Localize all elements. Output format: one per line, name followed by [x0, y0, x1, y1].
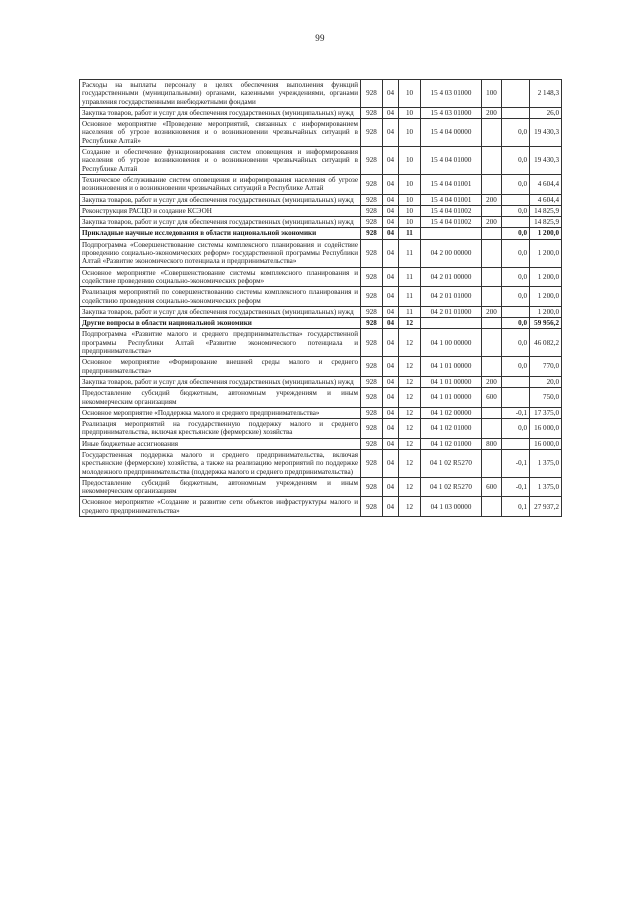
row-delta-cell: 0,0: [502, 228, 530, 239]
row-pr-cell: 11: [399, 306, 421, 317]
row-pr-cell: 10: [399, 119, 421, 147]
budget-table: [79, 79, 562, 517]
row-rz-cell: 04: [383, 194, 399, 205]
row-total-cell: 1 375,0: [530, 449, 562, 477]
row-pr-cell: 10: [399, 217, 421, 228]
row-pr-cell: 11: [399, 228, 421, 239]
row-rz-cell: 04: [383, 318, 399, 329]
row-csr-cell: 04 1 00 00000: [421, 329, 482, 357]
table-row: [80, 107, 562, 118]
row-ved-cell: 928: [361, 267, 383, 287]
row-name-cell: Иные бюджетные ассигнования: [80, 438, 361, 449]
row-ved-cell: 928: [361, 388, 383, 408]
row-pr-cell: 10: [399, 80, 421, 108]
row-name-cell: Предоставление субсидий бюджетным, автономным учреждениям и иным некоммерческим организациям: [80, 388, 361, 408]
row-vr-cell: 200: [482, 306, 502, 317]
row-delta-cell: [502, 217, 530, 228]
row-delta-cell: [502, 438, 530, 449]
table-row: [80, 407, 562, 418]
row-rz-cell: 04: [383, 329, 399, 357]
row-csr-cell: 04 1 03 00000: [421, 497, 482, 517]
table-body: [80, 80, 562, 517]
table-row: [80, 119, 562, 147]
row-rz-cell: 04: [383, 438, 399, 449]
row-total-cell: 4 604,4: [530, 194, 562, 205]
row-csr-cell: 15 4 03 01000: [421, 107, 482, 118]
row-name-cell: Основное мероприятие «Совершенствование системы комплексного планирования и содействие проведению социально-экономических реформ»: [80, 267, 361, 287]
row-delta-cell: -0,1: [502, 449, 530, 477]
row-vr-cell: [482, 174, 502, 194]
row-rz-cell: 04: [383, 449, 399, 477]
row-ved-cell: 928: [361, 205, 383, 216]
table-row: [80, 174, 562, 194]
row-total-cell: 14 825,9: [530, 217, 562, 228]
row-total-cell: 1 200,0: [530, 306, 562, 317]
row-total-cell: 19 430,3: [530, 147, 562, 175]
table-row: [80, 376, 562, 387]
row-pr-cell: 12: [399, 318, 421, 329]
row-vr-cell: [482, 407, 502, 418]
row-delta-cell: 0,0: [502, 267, 530, 287]
row-total-cell: 17 375,0: [530, 407, 562, 418]
row-pr-cell: 12: [399, 497, 421, 517]
row-name-cell: Закупка товаров, работ и услуг для обеспечения государственных (муниципальных) нужд: [80, 376, 361, 387]
row-delta-cell: 0,0: [502, 239, 530, 267]
row-csr-cell: 15 4 04 01001: [421, 194, 482, 205]
row-delta-cell: 0,0: [502, 147, 530, 175]
row-csr-cell: [421, 318, 482, 329]
row-name-cell: Основное мероприятие «Создание и развитие сети объектов инфраструктуры малого и среднего предпринимательства»: [80, 497, 361, 517]
row-delta-cell: 0,0: [502, 287, 530, 307]
row-vr-cell: 600: [482, 477, 502, 497]
row-ved-cell: 928: [361, 419, 383, 439]
table-row: [80, 388, 562, 408]
row-name-cell: Прикладные научные исследования в области национальной экономики: [80, 228, 361, 239]
row-rz-cell: 04: [383, 119, 399, 147]
row-pr-cell: 10: [399, 107, 421, 118]
row-ved-cell: 928: [361, 119, 383, 147]
row-vr-cell: [482, 318, 502, 329]
row-pr-cell: 10: [399, 174, 421, 194]
row-ved-cell: 928: [361, 449, 383, 477]
row-total-cell: 20,0: [530, 376, 562, 387]
row-pr-cell: 10: [399, 194, 421, 205]
row-rz-cell: 04: [383, 306, 399, 317]
row-name-cell: Создание и обеспечение функционирования систем оповещения и информирования населения об угрозе возникновения и о возникновении чрезвычайных ситуаций в Республике Алтай: [80, 147, 361, 175]
row-ved-cell: 928: [361, 477, 383, 497]
row-total-cell: 750,0: [530, 388, 562, 408]
row-delta-cell: [502, 388, 530, 408]
row-pr-cell: 11: [399, 287, 421, 307]
row-ved-cell: 928: [361, 239, 383, 267]
row-csr-cell: 15 4 03 01000: [421, 80, 482, 108]
row-pr-cell: 12: [399, 329, 421, 357]
row-csr-cell: 15 4 04 01002: [421, 205, 482, 216]
table-row: [80, 287, 562, 307]
table-row: [80, 205, 562, 216]
row-vr-cell: [482, 147, 502, 175]
table-row: [80, 239, 562, 267]
row-ved-cell: 928: [361, 174, 383, 194]
table-row: [80, 438, 562, 449]
row-csr-cell: 04 1 01 00000: [421, 388, 482, 408]
row-name-cell: Закупка товаров, работ и услуг для обеспечения государственных (муниципальных) нужд: [80, 217, 361, 228]
row-delta-cell: 0,0: [502, 329, 530, 357]
row-csr-cell: 04 1 02 R5270: [421, 477, 482, 497]
row-pr-cell: 10: [399, 205, 421, 216]
table-row: [80, 194, 562, 205]
row-name-cell: Закупка товаров, работ и услуг для обеспечения государственных (муниципальных) нужд: [80, 194, 361, 205]
row-delta-cell: 0,0: [502, 174, 530, 194]
row-name-cell: Реализация мероприятий на государственную поддержку малого и среднего предпринимательства, включая крестьянские (фермерские) хозяйства: [80, 419, 361, 439]
row-delta-cell: 0,0: [502, 419, 530, 439]
row-total-cell: 46 082,2: [530, 329, 562, 357]
row-rz-cell: 04: [383, 80, 399, 108]
row-ved-cell: 928: [361, 80, 383, 108]
row-ved-cell: 928: [361, 407, 383, 418]
row-rz-cell: 04: [383, 217, 399, 228]
row-name-cell: Реконструкция РАСЦО и создание КСЭОН: [80, 205, 361, 216]
row-vr-cell: [482, 329, 502, 357]
row-rz-cell: 04: [383, 228, 399, 239]
row-name-cell: Предоставление субсидий бюджетным, автономным учреждениям и иным некоммерческим организациям: [80, 477, 361, 497]
row-delta-cell: [502, 376, 530, 387]
row-rz-cell: 04: [383, 239, 399, 267]
row-pr-cell: 12: [399, 388, 421, 408]
row-total-cell: 4 604,4: [530, 174, 562, 194]
row-vr-cell: [482, 357, 502, 377]
row-name-cell: Подпрограмма «Развитие малого и среднего предпринимательства» государственной программы Республики Алтай «Развитие экономического потенциала и предпринимательства»: [80, 329, 361, 357]
row-total-cell: 1 375,0: [530, 477, 562, 497]
row-rz-cell: 04: [383, 407, 399, 418]
row-rz-cell: 04: [383, 376, 399, 387]
row-pr-cell: 12: [399, 449, 421, 477]
table-row: [80, 228, 562, 239]
row-delta-cell: [502, 306, 530, 317]
row-csr-cell: 15 4 04 01002: [421, 217, 482, 228]
table-row: [80, 147, 562, 175]
row-csr-cell: 15 4 04 01001: [421, 174, 482, 194]
row-vr-cell: 600: [482, 388, 502, 408]
row-delta-cell: 0,0: [502, 318, 530, 329]
row-ved-cell: 928: [361, 376, 383, 387]
row-delta-cell: [502, 80, 530, 108]
row-pr-cell: 12: [399, 357, 421, 377]
row-ved-cell: 928: [361, 357, 383, 377]
row-ved-cell: 928: [361, 194, 383, 205]
table-row: [80, 497, 562, 517]
row-ved-cell: 928: [361, 497, 383, 517]
row-total-cell: 1 200,0: [530, 287, 562, 307]
row-name-cell: Закупка товаров, работ и услуг для обеспечения государственных (муниципальных) нужд: [80, 306, 361, 317]
row-total-cell: 26,0: [530, 107, 562, 118]
row-csr-cell: 04 1 01 00000: [421, 376, 482, 387]
row-total-cell: 1 200,0: [530, 267, 562, 287]
row-rz-cell: 04: [383, 388, 399, 408]
table-row: [80, 306, 562, 317]
row-pr-cell: 12: [399, 419, 421, 439]
row-vr-cell: [482, 497, 502, 517]
row-csr-cell: 04 2 01 01000: [421, 306, 482, 317]
table-row: [80, 329, 562, 357]
row-total-cell: 59 956,2: [530, 318, 562, 329]
row-rz-cell: 04: [383, 107, 399, 118]
row-delta-cell: 0,1: [502, 497, 530, 517]
table-row: [80, 449, 562, 477]
row-rz-cell: 04: [383, 497, 399, 517]
row-total-cell: 16 000,0: [530, 438, 562, 449]
row-rz-cell: 04: [383, 267, 399, 287]
row-delta-cell: -0,1: [502, 407, 530, 418]
row-csr-cell: 04 1 02 00000: [421, 407, 482, 418]
row-pr-cell: 12: [399, 477, 421, 497]
row-ved-cell: 928: [361, 329, 383, 357]
row-ved-cell: 928: [361, 107, 383, 118]
row-vr-cell: [482, 205, 502, 216]
row-delta-cell: 0,0: [502, 205, 530, 216]
row-rz-cell: 04: [383, 477, 399, 497]
row-csr-cell: 15 4 04 01000: [421, 147, 482, 175]
row-vr-cell: [482, 228, 502, 239]
row-csr-cell: 04 1 02 01000: [421, 419, 482, 439]
row-pr-cell: 12: [399, 407, 421, 418]
row-rz-cell: 04: [383, 357, 399, 377]
row-csr-cell: 04 2 01 00000: [421, 267, 482, 287]
row-pr-cell: 11: [399, 239, 421, 267]
row-name-cell: Подпрограмма «Совершенствование системы комплексного планирования и содействие проведению социально-экономических реформ» государственной программы Республики Алтай «Развитие экономического потенциала и предпринимательства»: [80, 239, 361, 267]
row-vr-cell: 100: [482, 80, 502, 108]
row-vr-cell: [482, 267, 502, 287]
table-row: [80, 419, 562, 439]
row-pr-cell: 11: [399, 267, 421, 287]
row-csr-cell: 04 2 00 00000: [421, 239, 482, 267]
row-csr-cell: 04 1 02 01000: [421, 438, 482, 449]
table-row: [80, 267, 562, 287]
row-vr-cell: [482, 449, 502, 477]
row-vr-cell: [482, 287, 502, 307]
row-name-cell: Государственная поддержка малого и среднего предпринимательства, включая крестьянские (фермерские) хозяйства, а также на реализацию мероприятий по поддержке молодежного предпринимательства (поддержка малого и среднего предпринимательства): [80, 449, 361, 477]
row-total-cell: 16 000,0: [530, 419, 562, 439]
row-name-cell: Реализация мероприятий по совершенствованию системы комплексного планирования и содействию проведения социально-экономических реформ: [80, 287, 361, 307]
row-vr-cell: [482, 419, 502, 439]
table-row: [80, 357, 562, 377]
page-number: 99: [315, 33, 325, 43]
row-ved-cell: 928: [361, 228, 383, 239]
row-csr-cell: [421, 228, 482, 239]
row-delta-cell: 0,0: [502, 119, 530, 147]
row-name-cell: Основное мероприятие «Поддержка малого и среднего предпринимательства»: [80, 407, 361, 418]
row-rz-cell: 04: [383, 287, 399, 307]
row-rz-cell: 04: [383, 174, 399, 194]
row-csr-cell: 04 2 01 01000: [421, 287, 482, 307]
row-name-cell: Закупка товаров, работ и услуг для обеспечения государственных (муниципальных) нужд: [80, 107, 361, 118]
row-ved-cell: 928: [361, 147, 383, 175]
row-vr-cell: 200: [482, 217, 502, 228]
row-rz-cell: 04: [383, 419, 399, 439]
table-row: [80, 80, 562, 108]
row-vr-cell: [482, 119, 502, 147]
table-row: [80, 477, 562, 497]
row-vr-cell: 200: [482, 194, 502, 205]
row-delta-cell: -0,1: [502, 477, 530, 497]
row-ved-cell: 928: [361, 318, 383, 329]
row-vr-cell: 200: [482, 107, 502, 118]
row-rz-cell: 04: [383, 147, 399, 175]
row-pr-cell: 12: [399, 376, 421, 387]
row-delta-cell: [502, 107, 530, 118]
row-total-cell: 14 825,9: [530, 205, 562, 216]
row-vr-cell: 200: [482, 376, 502, 387]
row-total-cell: 1 200,0: [530, 228, 562, 239]
row-total-cell: 770,0: [530, 357, 562, 377]
row-ved-cell: 928: [361, 217, 383, 228]
row-name-cell: Расходы на выплаты персоналу в целях обеспечения выполнения функций государственными (муниципальными) органами, казенными учреждениями, органами управления государственными внебюджетными фондами: [80, 80, 361, 108]
row-name-cell: Другие вопросы в области национальной экономики: [80, 318, 361, 329]
row-total-cell: 27 937,2: [530, 497, 562, 517]
row-ved-cell: 928: [361, 306, 383, 317]
row-pr-cell: 10: [399, 147, 421, 175]
row-delta-cell: [502, 194, 530, 205]
row-total-cell: 2 148,3: [530, 80, 562, 108]
row-vr-cell: 800: [482, 438, 502, 449]
row-ved-cell: 928: [361, 438, 383, 449]
row-ved-cell: 928: [361, 287, 383, 307]
row-total-cell: 1 200,0: [530, 239, 562, 267]
row-name-cell: Техническое обслуживание систем оповещения и информирования населения об угрозе возникновения и о возникновении чрезвычайных ситуаций в Республике Алтай: [80, 174, 361, 194]
row-csr-cell: 04 1 02 R5270: [421, 449, 482, 477]
row-delta-cell: 0,0: [502, 357, 530, 377]
row-csr-cell: 04 1 01 00000: [421, 357, 482, 377]
table-row: [80, 217, 562, 228]
table-row: [80, 318, 562, 329]
row-vr-cell: [482, 239, 502, 267]
row-rz-cell: 04: [383, 205, 399, 216]
row-total-cell: 19 430,3: [530, 119, 562, 147]
row-csr-cell: 15 4 04 00000: [421, 119, 482, 147]
row-name-cell: Основное мероприятие «Формирование внешней среды малого и среднего предпринимательства»: [80, 357, 361, 377]
row-pr-cell: 12: [399, 438, 421, 449]
row-name-cell: Основное мероприятие «Проведение мероприятий, связанных с информированием населения об угрозе возникновения и о возникновении чрезвычайных ситуаций в Республике Алтай»: [80, 119, 361, 147]
